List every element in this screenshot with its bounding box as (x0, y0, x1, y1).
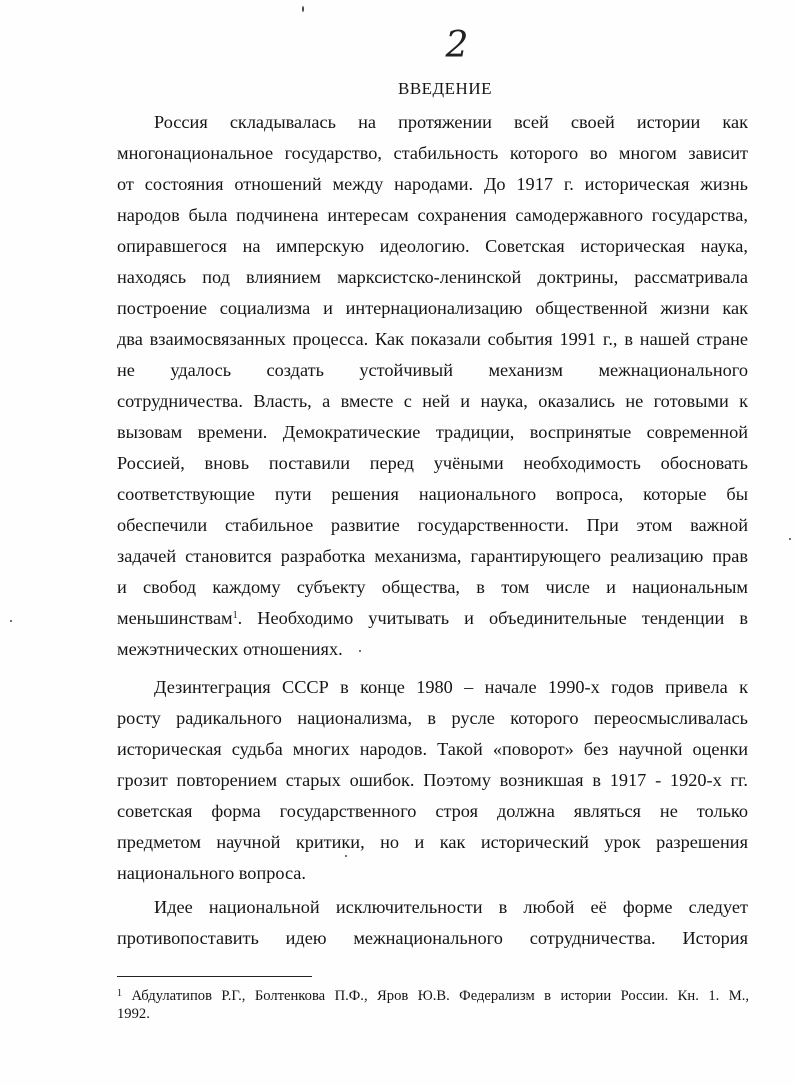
page-number-digit: 2 (445, 25, 469, 66)
paragraph-1-line: опиравшегося на имперскую идеологию. Советская историческая наука, (117, 236, 748, 256)
paragraph-1-line: два взаимосвязанных процесса. Как показали события 1991 г., в нашей стране (117, 329, 748, 349)
paragraph-1-line: задачей становится разработка механизма, гарантирующего реализацию прав (117, 546, 748, 566)
paragraph-1-line: многонациональное государство, стабильность которого во многом зависит (117, 143, 748, 163)
paragraph-2-line: национального вопроса. (117, 863, 306, 883)
footnote-ref-before: меньшинствам (117, 608, 233, 628)
paragraph-1-line: сотрудничества. Власть, а вместе с ней и наука, оказались не готовыми к (117, 391, 748, 411)
footnote-ref-marker[interactable]: 1 (232, 610, 238, 621)
page-title: ВВЕДЕНИЕ (398, 79, 492, 98)
paragraph-1-line: находясь под влиянием марксистско-ленинской доктрины, рассматривала (117, 267, 748, 287)
scan-speck (359, 650, 361, 652)
paragraph-1-last-line: межэтнических отношениях. (117, 639, 343, 659)
footnote-divider (117, 976, 312, 977)
page-number (437, 26, 477, 66)
paragraph-1-line: вызовам времени. Демократические традиции, воспринятые современной (117, 422, 748, 442)
scan-speck (10, 620, 12, 622)
footnote-marker: 1 (117, 988, 122, 999)
paragraph-1-line: соответствующие пути решения национального вопроса, которые бы (117, 484, 748, 504)
footnote-text (117, 987, 749, 1005)
footnote-text-continued: 1992. (117, 1006, 150, 1022)
paragraph-2-line: советская форма государственного строя должна являться не только (117, 801, 748, 821)
scan-speck (345, 855, 347, 857)
scan-speck (789, 538, 791, 540)
paragraph-2-line: предметом научной критики, но и как исторический урок разрешения (117, 832, 748, 852)
paragraph-1-line: Россией, вновь поставили перед учёными необходимость обосновать (117, 453, 748, 473)
footnote-ref-after: . Необходимо учитывать и объединительные тенденции в (237, 608, 748, 628)
paragraph-1-line: Россия складывалась на протяжении всей своей истории как (154, 112, 748, 132)
paragraph-1-line: обеспечили стабильное развитие государственности. При этом важной (117, 515, 748, 535)
paragraph-2-line: историческая судьба многих народов. Такой «поворот» без научной оценки (117, 739, 748, 759)
paragraph-1-line: не удалось создать устойчивый механизм межнационального (117, 360, 748, 380)
paragraph-2-line: Дезинтеграция СССР в конце 1980 – начале 1990-х годов привела к (154, 677, 748, 697)
paragraph-1-line: от состояния отношений между народами. До 1917 г. историческая жизнь (117, 174, 748, 194)
paragraph-1-line: построение социализма и интернационализацию общественной жизни как (117, 298, 748, 318)
paragraph-1-line: народов была подчинена интересам сохранения самодержавного государства, (117, 205, 748, 225)
scan-speck (302, 6, 304, 12)
paragraph-1-line: и свобод каждому субъекту общества, в том числе и национальным (117, 577, 748, 597)
paragraph-2-line: росту радикального национализма, в русле которого переосмысливалась (117, 708, 748, 728)
paragraph-3-line: противопоставить идею межнационального сотрудничества. История (117, 928, 748, 948)
footnote-citation: Абдулатипов Р.Г., Болтенкова П.Ф., Яров Ю.В. Федерализм в истории России. Кн. 1. М., (131, 988, 749, 1004)
footnote-ref-line (117, 607, 748, 629)
paragraph-2-line: грозит повторением старых ошибок. Поэтому возникшая в 1917 - 1920-х гг. (117, 770, 748, 790)
paragraph-3-line: Идее национальной исключительности в любой её форме следует (154, 897, 748, 917)
